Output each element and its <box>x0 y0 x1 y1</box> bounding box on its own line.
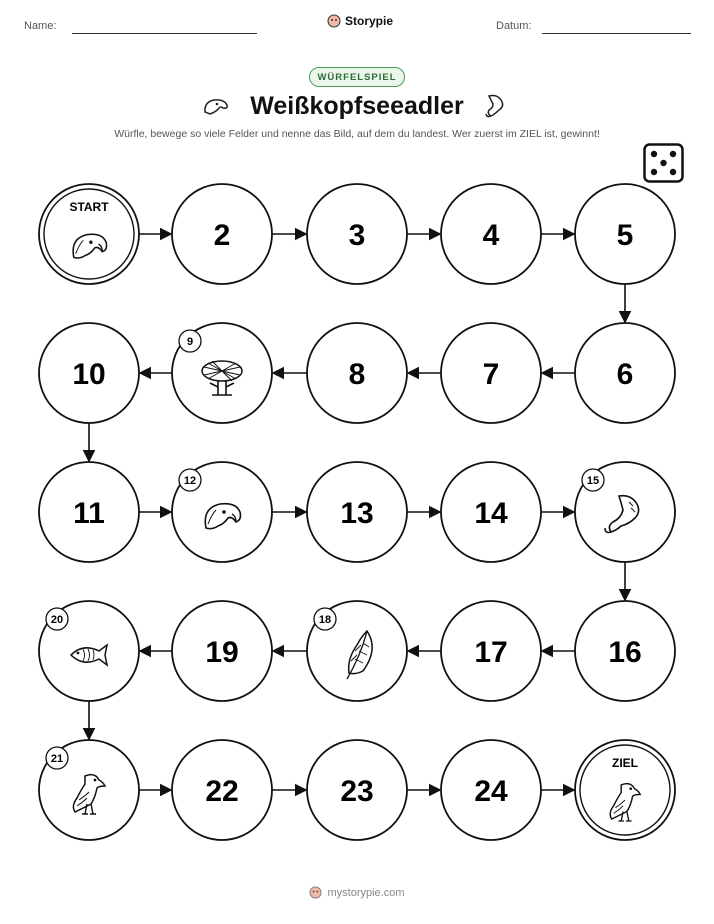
footer-url: mystorypie.com <box>327 886 405 899</box>
storypie-mascot-icon <box>309 886 322 899</box>
space-8[interactable] <box>307 323 407 423</box>
page-title: Weißkopfseeadler <box>250 92 464 120</box>
space-label: START <box>69 200 109 214</box>
number-badge-text: 21 <box>50 753 64 765</box>
space-number: 13 <box>340 497 374 530</box>
brand-name: Storypie <box>345 14 394 28</box>
space-6[interactable] <box>575 323 675 423</box>
space-number: 17 <box>474 636 508 669</box>
space-7[interactable] <box>441 323 541 423</box>
space-13[interactable] <box>307 462 407 562</box>
space-number: 7 <box>482 358 500 391</box>
space-24[interactable] <box>441 740 541 840</box>
space-number: 8 <box>348 358 366 391</box>
number-badge-text: 15 <box>586 475 600 487</box>
instructions: Würfle, bewege so viele Felder und nenne das Bild, auf dem du landest. Wer zuerst im ZIEL ist, gewinnt! <box>114 128 600 140</box>
space-5[interactable] <box>575 184 675 284</box>
space-number: 14 <box>474 497 508 530</box>
space-ziel[interactable] <box>575 740 675 840</box>
space-label: ZIEL <box>612 756 638 770</box>
space-9[interactable] <box>172 323 272 423</box>
space-10[interactable] <box>39 323 139 423</box>
space-number: 24 <box>474 775 508 808</box>
name-label: Name: <box>24 20 57 32</box>
footer <box>0 886 714 899</box>
space-4[interactable] <box>441 184 541 284</box>
space-22[interactable] <box>172 740 272 840</box>
space-12[interactable] <box>172 462 272 562</box>
space-number: 10 <box>72 358 106 391</box>
number-badge-text: 9 <box>186 336 194 348</box>
game-type-badge: WÜRFELSPIEL <box>309 67 405 87</box>
space-20[interactable] <box>39 601 139 701</box>
space-number: 4 <box>482 219 500 252</box>
space-15[interactable] <box>575 462 675 562</box>
space-number: 2 <box>213 219 231 252</box>
space-start[interactable] <box>39 184 139 284</box>
space-14[interactable] <box>441 462 541 562</box>
space-number: 16 <box>608 636 642 669</box>
space-11[interactable] <box>39 462 139 562</box>
space-number: 6 <box>616 358 634 391</box>
space-21[interactable] <box>39 740 139 840</box>
space-16[interactable] <box>575 601 675 701</box>
space-18[interactable] <box>307 601 407 701</box>
space-17[interactable] <box>441 601 541 701</box>
number-badge-text: 18 <box>318 614 332 626</box>
space-3[interactable] <box>307 184 407 284</box>
space-number: 22 <box>205 775 239 808</box>
space-23[interactable] <box>307 740 407 840</box>
space-2[interactable] <box>172 184 272 284</box>
space-number: 23 <box>340 775 374 808</box>
date-label: Datum: <box>496 20 532 32</box>
space-number: 3 <box>348 219 366 252</box>
space-19[interactable] <box>172 601 272 701</box>
number-badge-text: 20 <box>50 614 64 626</box>
space-number: 5 <box>616 219 634 252</box>
space-number: 11 <box>73 497 105 530</box>
space-number: 19 <box>205 636 239 669</box>
number-badge-text: 12 <box>183 475 197 487</box>
